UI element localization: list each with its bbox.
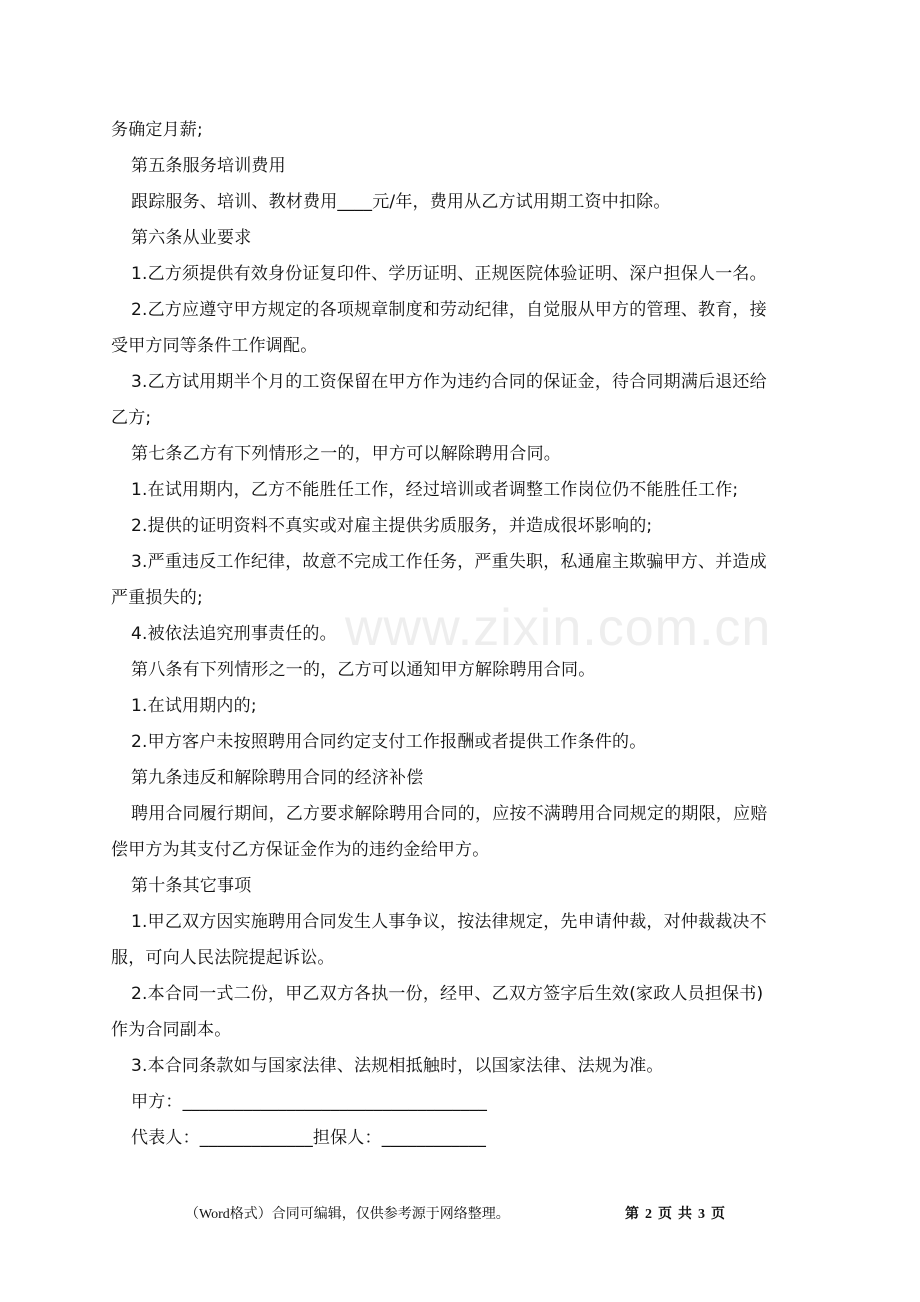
page-current: 2 xyxy=(645,1207,652,1222)
text-line: 2.甲方客户未按照聘用合同约定支付工作报酬或者提供工作条件的。 xyxy=(131,732,647,752)
text-line: 服，可向人民法院提起诉讼。 xyxy=(111,948,335,968)
page-label: 页 xyxy=(658,1207,672,1222)
text-line: 聘用合同履行期间，乙方要求解除聘用合同的，应按不满聘用合同规定的期限，应赔 xyxy=(131,804,768,824)
section-heading: 第十条其它事项 xyxy=(131,876,252,896)
section-heading: 第七条乙方有下列情形之一的，甲方可以解除聘用合同。 xyxy=(131,444,561,464)
page-label: 共 xyxy=(678,1207,692,1222)
text-line: 3.乙方试用期半个月的工资保留在甲方作为违约合同的保证金，待合同期满后退还给 xyxy=(131,372,767,392)
footer-note: （Word格式）合同可编辑，仅供参考源于网络整理。 xyxy=(185,1207,510,1222)
text-line: 受甲方同等条件工作调配。 xyxy=(111,336,318,356)
page-total: 3 xyxy=(698,1207,705,1222)
text-line: 2.提供的证明资料不真实或对雇主提供劣质服务，并造成很坏影响的; xyxy=(131,516,653,536)
text-line: 严重损失的; xyxy=(111,588,203,608)
text-line: 1.乙方须提供有效身份证复印件、学历证明、正规医院体验证明、深户担保人一名。 xyxy=(131,264,767,284)
text-line: 务确定月薪; xyxy=(111,120,203,140)
text-line: 1.甲乙双方因实施聘用合同发生人事争议，按法律规定，先申请仲裁，对仲裁裁决不 xyxy=(131,912,767,932)
text-line: 4.被依法追究刑事责任的。 xyxy=(131,624,337,644)
text-line: 1.在试用期内，乙方不能胜任工作，经过培训或者调整工作岗位仍不能胜任工作; xyxy=(131,480,739,500)
page-label: 页 xyxy=(711,1207,725,1222)
text-line: 作为合同副本。 xyxy=(111,1020,232,1040)
signature-line-party-a: 甲方：___________________________________ xyxy=(131,1092,488,1112)
text-line: 2.本合同一式二份，甲乙双方各执一份，经甲、乙双方签字后生效(家政人员担保书) xyxy=(131,984,764,1004)
watermark: www.zixin.com.cn xyxy=(345,599,772,657)
section-heading: 第八条有下列情形之一的，乙方可以通知甲方解除聘用合同。 xyxy=(131,660,596,680)
page-label: 第 xyxy=(625,1207,639,1222)
text-line: 3.严重违反工作纪律，故意不完成工作任务，严重失职，私通雇主欺骗甲方、并造成 xyxy=(131,552,767,572)
section-heading: 第六条从业要求 xyxy=(131,228,252,248)
signature-line-representative: 代表人：_____________担保人：____________ xyxy=(131,1128,487,1148)
section-heading: 第五条服务培训费用 xyxy=(131,156,286,176)
page-number xyxy=(625,1205,725,1225)
text-line: 偿甲方为其支付乙方保证金作为的违约金给甲方。 xyxy=(111,840,490,860)
section-heading: 第九条违反和解除聘用合同的经济补偿 xyxy=(131,768,424,788)
text-line: 2.乙方应遵守甲方规定的各项规章制度和劳动纪律，自觉服从甲方的管理、教育，接 xyxy=(131,300,767,320)
text-line: 跟踪服务、培训、教材费用____元/年，费用从乙方试用期工资中扣除。 xyxy=(131,192,671,212)
text-line: 乙方; xyxy=(111,408,152,428)
text-line: 3.本合同条款如与国家法律、法规相抵触时，以国家法律、法规为准。 xyxy=(131,1056,664,1076)
text-line: 1.在试用期内的; xyxy=(131,696,257,716)
